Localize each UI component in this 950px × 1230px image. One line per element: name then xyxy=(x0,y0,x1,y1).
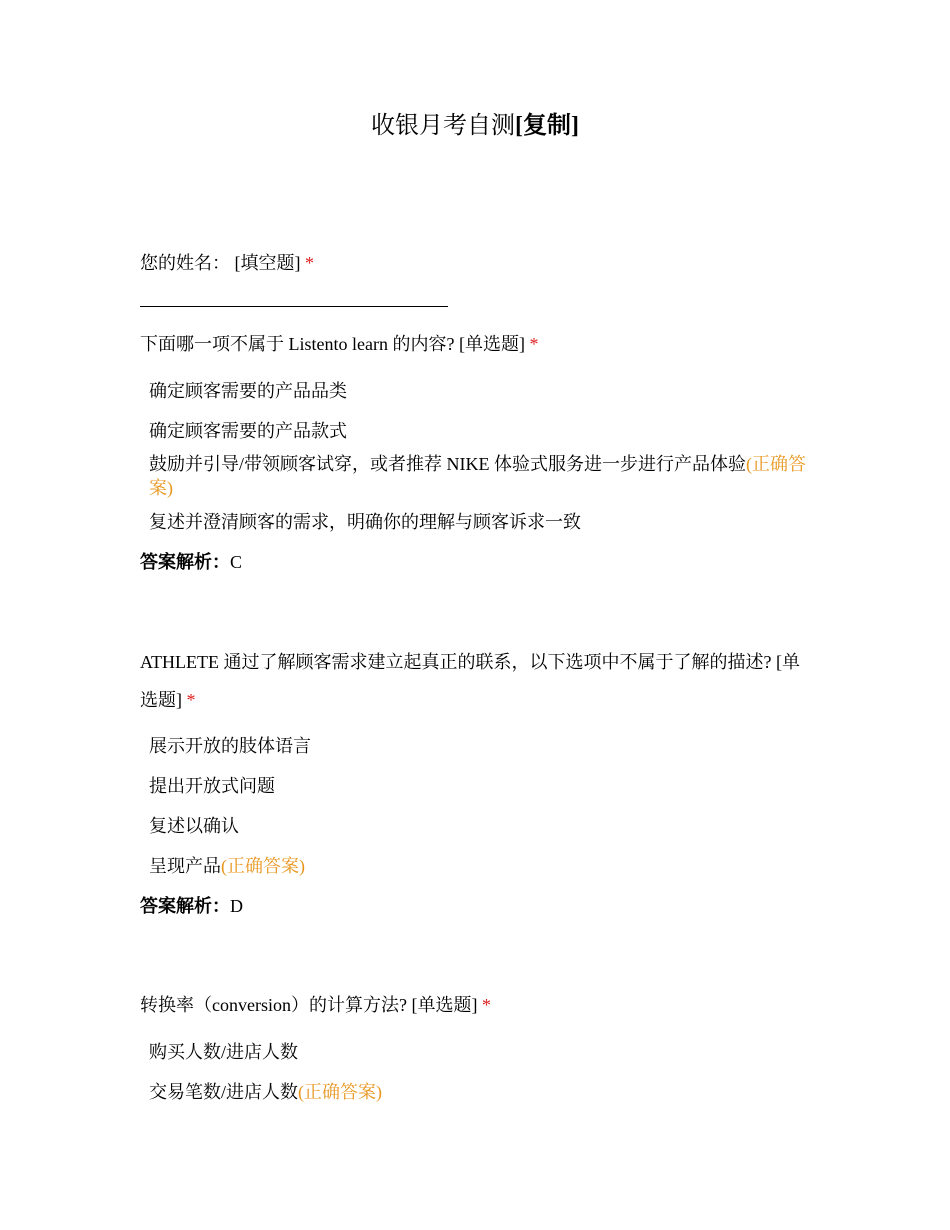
option-label: 鼓励并引导/带领顾客试穿，或者推荐 NIKE 体验式服务进一步进行产品体验 xyxy=(149,454,746,474)
question-conversion xyxy=(140,986,810,1024)
question-athlete xyxy=(140,643,810,719)
correct-answer-mark: (正确答案) xyxy=(221,856,305,876)
option-label: 提出开放式问题 xyxy=(149,776,275,796)
analysis-label: 答案解析： xyxy=(140,552,230,572)
question-text: 转换率（conversion）的计算方法? xyxy=(140,995,407,1015)
question-text: ATHLETE 通过了解顾客需求建立起真正的联系，以下选项中不属于了解的描述? xyxy=(140,652,772,672)
name-input-line[interactable] xyxy=(140,306,448,307)
option-c[interactable] xyxy=(149,814,809,838)
correct-answer-mark: (正确答案) xyxy=(149,454,806,498)
question-type: [单选题] xyxy=(411,995,478,1015)
option-a[interactable] xyxy=(149,734,809,758)
option-label: 呈现产品 xyxy=(149,856,221,876)
option-b[interactable] xyxy=(149,419,809,443)
required-mark: * xyxy=(186,690,196,710)
question-name xyxy=(140,244,810,282)
question-type: [单选题] xyxy=(458,334,525,354)
title-suffix: [复制] xyxy=(515,113,579,139)
analysis-value: D xyxy=(230,896,243,916)
option-c[interactable] xyxy=(149,452,809,500)
option-label: 展示开放的肢体语言 xyxy=(149,736,311,756)
option-b[interactable] xyxy=(149,774,809,798)
option-b[interactable] xyxy=(149,1080,809,1104)
answer-analysis xyxy=(140,894,243,918)
analysis-label: 答案解析： xyxy=(140,896,230,916)
option-d[interactable] xyxy=(149,510,809,534)
option-label: 复述并澄清顾客的需求，明确你的理解与顾客诉求一致 xyxy=(149,512,581,532)
option-a[interactable] xyxy=(149,1040,809,1064)
title-main: 收银月考自测 xyxy=(371,113,515,139)
option-label: 复述以确认 xyxy=(149,816,239,836)
answer-analysis xyxy=(140,550,242,574)
page-title xyxy=(0,108,950,144)
option-a[interactable] xyxy=(149,379,809,403)
option-label: 确定顾客需要的产品款式 xyxy=(149,421,347,441)
question-type: [填空题] xyxy=(234,253,301,273)
option-label: 购买人数/进店人数 xyxy=(149,1042,299,1062)
analysis-value: C xyxy=(230,552,243,572)
required-mark: * xyxy=(481,995,491,1015)
question-text: 下面哪一项不属于 Listento learn 的内容? xyxy=(140,334,455,354)
option-label: 确定顾客需要的产品品类 xyxy=(149,381,347,401)
option-label: 交易笔数/进店人数 xyxy=(149,1082,299,1102)
correct-answer-mark: (正确答案) xyxy=(298,1082,383,1102)
option-d[interactable] xyxy=(149,854,809,878)
question-listen-to-learn xyxy=(140,325,810,363)
question-type: [单选题] xyxy=(140,652,800,710)
required-mark: * xyxy=(305,253,314,273)
question-text: 您的姓名： xyxy=(140,253,230,273)
required-mark: * xyxy=(529,334,539,354)
